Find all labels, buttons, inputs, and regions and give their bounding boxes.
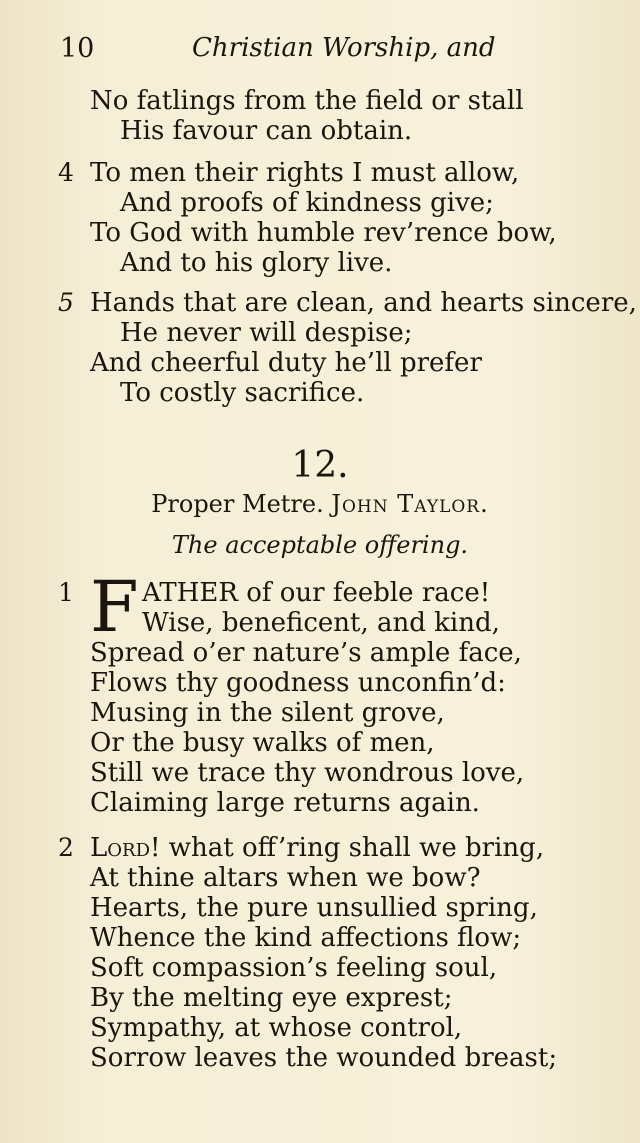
verse-line: Still we trace thy wondrous love, <box>90 758 525 788</box>
hymn-meter-line <box>0 489 640 519</box>
verse-line: Hands that are clean, and hearts sincere, <box>90 288 637 318</box>
verse-line: At thine altars when we bow? <box>90 863 481 893</box>
hymn-subtitle: The acceptable offering. <box>171 531 469 559</box>
verse-line: And cheerful duty he’ll prefer <box>90 348 482 378</box>
drop-cap: F <box>90 566 139 648</box>
verse-line: Claiming large returns again. <box>90 788 480 818</box>
verse-line: By the melting eye exprest; <box>90 983 453 1013</box>
stanza-number: 1 <box>58 578 74 607</box>
verse-line: Musing in the silent grove, <box>90 698 445 728</box>
verse-line: To men their rights I must allow, <box>90 158 520 188</box>
page-header <box>0 33 640 73</box>
verse-line: Whence the kind affections flow; <box>90 923 522 953</box>
verse-line: No fatlings from the field or stall <box>90 86 524 116</box>
verse-line <box>90 833 544 863</box>
verse-line: To God with humble rev’rence bow, <box>90 218 557 248</box>
stanza-number: 2 <box>58 833 74 862</box>
verse-line: Or the busy walks of men, <box>90 728 435 758</box>
verse-line: Wise, beneficent, and kind, <box>142 608 500 638</box>
hymn-number: 12. <box>291 445 349 486</box>
verse-line: Hearts, the pure unsullied spring, <box>90 893 538 923</box>
verse-line: Flows thy goodness unconfin’d: <box>90 668 506 698</box>
hymn-meter: Proper Metre. <box>151 490 324 518</box>
verse-line: Sympathy, at whose control, <box>90 1013 463 1043</box>
verse-line: Spread o’er nature’s ample face, <box>90 638 522 668</box>
hymn-author: John Taylor. <box>331 490 489 518</box>
verse-line: Sorrow leaves the wounded breast; <box>90 1043 558 1073</box>
verse-line: To costly sacrifice. <box>120 378 365 408</box>
lord-small-caps: Lord <box>90 833 151 863</box>
running-title: Christian Worship, and <box>192 33 496 63</box>
verse-line: His favour can obtain. <box>120 116 413 146</box>
verse-line-rest: ! what off’ring shall we bring, <box>150 833 545 863</box>
verse-line: Soft compassion’s feeling soul, <box>90 953 498 983</box>
verse-line: ATHER of our feeble race! <box>142 578 491 608</box>
verse-line: And to his glory live. <box>120 248 393 278</box>
page-number: 10 <box>60 33 95 64</box>
stanza-number: 5 <box>58 288 74 317</box>
verse-line: He never will despise; <box>120 318 413 348</box>
stanza-number: 4 <box>58 158 74 187</box>
verse-line: And proofs of kindness give; <box>120 188 494 218</box>
